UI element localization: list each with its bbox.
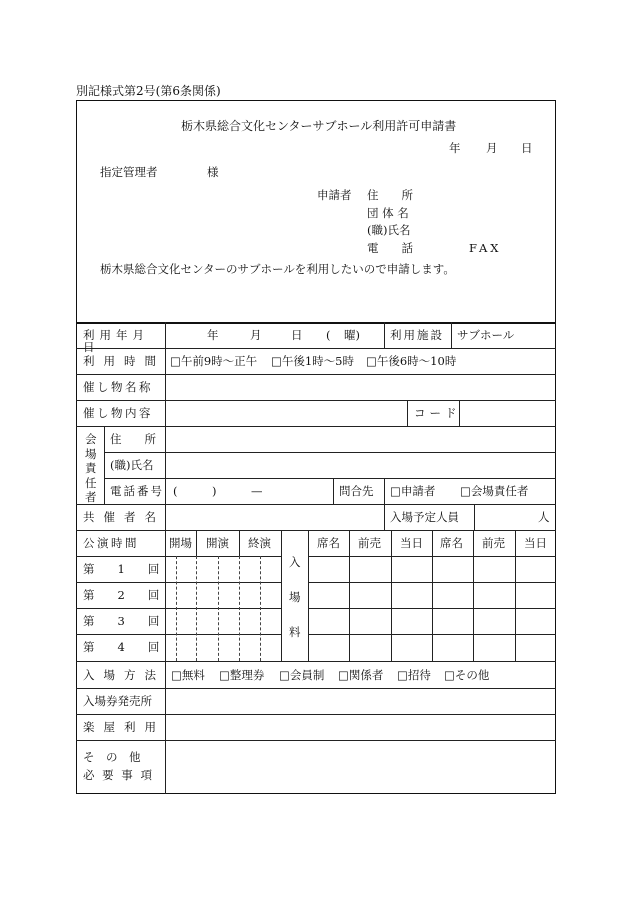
performance-row-3: 第 3 回 [83,614,160,628]
col-end: 終演 [248,536,271,550]
admission-option-invitation[interactable]: □招待 [397,668,431,682]
use-date-label: 利用年月日 [83,328,149,354]
contact-option-applicant[interactable]: □申請者 [390,484,436,498]
contact-label: 問合先 [339,484,374,498]
form-title: 栃木県総合文化センターサブホール利用許可申請書 [181,119,457,133]
fee-col-advance-2: 前売 [482,536,505,550]
header-date-day: 日 [521,141,533,155]
applicant-address-label: 住 所 [367,188,413,202]
code-label: コード [414,406,461,420]
fee-label-3: 料 [289,625,301,639]
cohost-label: 共催者名 [83,510,165,524]
use-date-month: 月 [250,328,262,342]
admission-option-free[interactable]: □無料 [171,668,205,682]
other-label-line1: そ の 他 [83,750,141,764]
applicant-org-name-label: 団 体 名 [367,206,409,220]
fee-col-seat-1: 席名 [317,536,340,550]
admission-option-numbered-ticket[interactable]: □整理券 [219,668,265,682]
event-content-label: 催し物内容 [83,406,153,420]
use-time-option-morning[interactable]: □午前9時〜正午 [170,354,258,368]
form-number: 別記様式第2号(第6条関係) [76,84,221,98]
venue-name-label: (職)氏名 [110,458,154,472]
performance-row-1: 第 1 回 [83,562,160,576]
header-date-month: 月 [486,141,498,155]
facility-value: サブホール [457,328,515,342]
use-time-option-evening[interactable]: □午後6時〜10時 [366,354,457,368]
venue-phone-template[interactable]: ( ) — [173,484,263,498]
venue-manager-group-label: 会場責任者 [85,432,97,504]
application-statement: 栃木県総合文化センターのサブホールを利用したいので申請します。 [100,262,455,276]
admission-option-related[interactable]: □関係者 [338,668,384,682]
fee-col-day-2: 当日 [524,536,547,550]
fee-label-2: 場 [289,590,301,604]
col-open-show: 開演 [206,536,229,550]
fee-label-1: 入 [289,555,301,569]
applicant-fax-label: FAX [469,241,502,255]
attendance-label: 入場予定人員 [390,510,459,524]
fee-col-day-1: 当日 [400,536,423,550]
facility-label: 利用施設 [390,328,444,342]
use-date-day: 日 [291,328,303,342]
use-date-weekday-open: ( [326,328,331,342]
use-time-label: 利用時間 [83,354,165,368]
applicant-name-label: (職)氏名 [367,223,411,237]
header-date-year: 年 [449,141,461,155]
applicant-phone-label: 電 話 [367,241,413,255]
use-time-option-afternoon[interactable]: □午後1時〜5時 [271,354,354,368]
addressee: 指定管理者 [100,165,158,179]
dressing-room-label: 楽屋利用 [83,720,165,734]
fee-col-advance-1: 前売 [358,536,381,550]
use-date-weekday: 曜) [344,328,360,342]
venue-phone-label: 電話番号 [110,484,164,498]
schedule-label: 公演時間 [83,536,139,550]
admission-option-other[interactable]: □その他 [444,668,490,682]
col-open-venue: 開場 [169,536,192,550]
event-name-label: 催し物名称 [83,380,153,394]
other-label-line2: 必 要 事 項 [83,768,154,782]
attendance-unit: 人 [538,510,550,524]
applicant-label: 申請者 [317,188,352,202]
addressee-suffix: 様 [207,165,219,179]
fee-col-seat-2: 席名 [440,536,463,550]
contact-option-venue-manager[interactable]: □会場責任者 [460,484,529,498]
performance-row-4: 第 4 回 [83,640,160,654]
application-header-box [76,100,556,324]
use-date-year: 年 [207,328,219,342]
venue-address-label: 住 所 [110,432,156,446]
ticket-office-label: 入場券発売所 [83,694,152,708]
admission-label: 入場方法 [83,668,165,682]
performance-row-2: 第 2 回 [83,588,160,602]
admission-option-members[interactable]: □会員制 [279,668,325,682]
